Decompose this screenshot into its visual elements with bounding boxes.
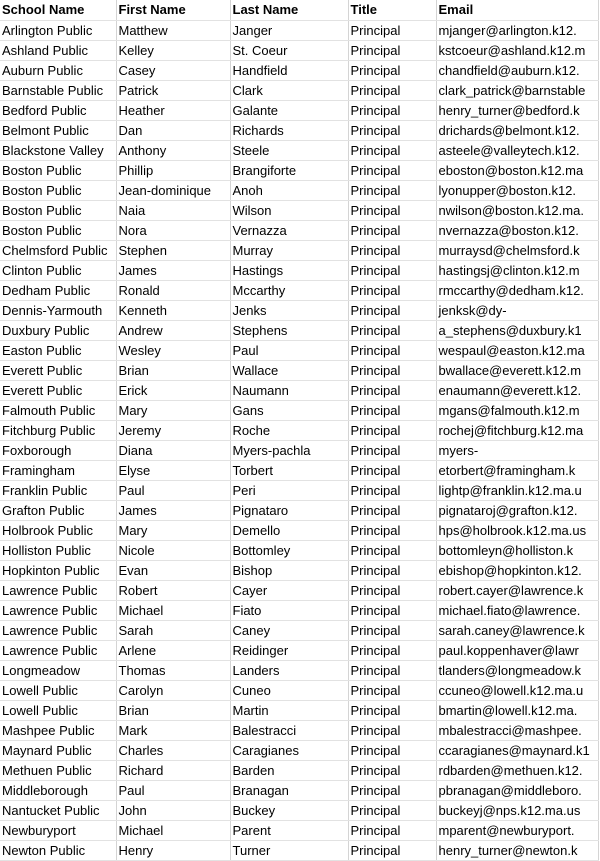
- table-row: [0, 281, 598, 301]
- school-name-cell[interactable]: Blackstone Valley: [0, 141, 116, 161]
- email-cell[interactable]: drichards@belmont.k12.: [436, 121, 598, 141]
- first-name-cell[interactable]: Elyse: [116, 461, 230, 481]
- first-name-cell[interactable]: Naia: [116, 201, 230, 221]
- first-name-cell[interactable]: Kenneth: [116, 301, 230, 321]
- table-row: [0, 61, 598, 81]
- email-cell[interactable]: hastingsj@clinton.k12.m: [436, 261, 598, 281]
- title-cell[interactable]: Principal: [348, 581, 436, 601]
- table-row: [0, 661, 598, 681]
- table-row: [0, 461, 598, 481]
- last-name-cell[interactable]: Fiato: [230, 601, 348, 621]
- first-name-cell[interactable]: Michael: [116, 821, 230, 841]
- table-row: [0, 501, 598, 521]
- email-cell[interactable]: lightp@franklin.k12.ma.u: [436, 481, 598, 501]
- school-name-cell[interactable]: Holliston Public: [0, 541, 116, 561]
- table-row: [0, 241, 598, 261]
- school-name-cell[interactable]: Boston Public: [0, 161, 116, 181]
- table-row: [0, 421, 598, 441]
- first-name-cell[interactable]: Richard: [116, 761, 230, 781]
- email-cell[interactable]: henry_turner@newton.k: [436, 841, 598, 861]
- first-name-cell[interactable]: Kelley: [116, 41, 230, 61]
- email-cell[interactable]: lyonupper@boston.k12.: [436, 181, 598, 201]
- school-name-cell[interactable]: Maynard Public: [0, 741, 116, 761]
- email-cell[interactable]: kstcoeur@ashland.k12.m: [436, 41, 598, 61]
- header-first-name[interactable]: First Name: [116, 0, 230, 21]
- table-row: [0, 521, 598, 541]
- last-name-cell[interactable]: Myers-pachla: [230, 441, 348, 461]
- school-name-cell[interactable]: Fitchburg Public: [0, 421, 116, 441]
- school-name-cell[interactable]: Lawrence Public: [0, 601, 116, 621]
- email-cell[interactable]: asteele@valleytech.k12.: [436, 141, 598, 161]
- first-name-cell[interactable]: Erick: [116, 381, 230, 401]
- school-name-cell[interactable]: Lawrence Public: [0, 581, 116, 601]
- title-cell[interactable]: Principal: [348, 801, 436, 821]
- school-name-cell[interactable]: Boston Public: [0, 181, 116, 201]
- first-name-cell[interactable]: Casey: [116, 61, 230, 81]
- first-name-cell[interactable]: Andrew: [116, 321, 230, 341]
- first-name-cell[interactable]: Mary: [116, 401, 230, 421]
- school-name-cell[interactable]: Lowell Public: [0, 701, 116, 721]
- email-cell[interactable]: bottomleyn@holliston.k: [436, 541, 598, 561]
- school-name-cell[interactable]: Bedford Public: [0, 101, 116, 121]
- title-cell[interactable]: Principal: [348, 821, 436, 841]
- header-last-name[interactable]: Last Name: [230, 0, 348, 21]
- last-name-cell[interactable]: Brangiforte: [230, 161, 348, 181]
- last-name-cell[interactable]: Paul: [230, 341, 348, 361]
- school-name-cell[interactable]: Holbrook Public: [0, 521, 116, 541]
- title-cell[interactable]: Principal: [348, 41, 436, 61]
- first-name-cell[interactable]: Nora: [116, 221, 230, 241]
- school-name-cell[interactable]: Arlington Public: [0, 21, 116, 41]
- first-name-cell[interactable]: Henry: [116, 841, 230, 861]
- title-cell[interactable]: Principal: [348, 61, 436, 81]
- title-cell[interactable]: Principal: [348, 321, 436, 341]
- last-name-cell[interactable]: Cayer: [230, 581, 348, 601]
- last-name-cell[interactable]: St. Coeur: [230, 41, 348, 61]
- school-name-cell[interactable]: Duxbury Public: [0, 321, 116, 341]
- last-name-cell[interactable]: Bottomley: [230, 541, 348, 561]
- table-body: [0, 21, 598, 861]
- title-cell[interactable]: Principal: [348, 81, 436, 101]
- title-cell[interactable]: Principal: [348, 741, 436, 761]
- email-cell[interactable]: pbranagan@middleboro.: [436, 781, 598, 801]
- email-cell[interactable]: jenksk@dy-: [436, 301, 598, 321]
- title-cell[interactable]: Principal: [348, 161, 436, 181]
- title-cell[interactable]: Principal: [348, 421, 436, 441]
- last-name-cell[interactable]: Naumann: [230, 381, 348, 401]
- school-name-cell[interactable]: Falmouth Public: [0, 401, 116, 421]
- last-name-cell[interactable]: Demello: [230, 521, 348, 541]
- table-row: [0, 321, 598, 341]
- email-cell[interactable]: ccaragianes@maynard.k1: [436, 741, 598, 761]
- school-name-cell[interactable]: Belmont Public: [0, 121, 116, 141]
- email-cell[interactable]: rochej@fitchburg.k12.ma: [436, 421, 598, 441]
- table-row: [0, 401, 598, 421]
- last-name-cell[interactable]: Wilson: [230, 201, 348, 221]
- school-name-cell[interactable]: Lowell Public: [0, 681, 116, 701]
- first-name-cell[interactable]: John: [116, 801, 230, 821]
- title-cell[interactable]: Principal: [348, 381, 436, 401]
- table-row: [0, 761, 598, 781]
- first-name-cell[interactable]: Diana: [116, 441, 230, 461]
- last-name-cell[interactable]: Murray: [230, 241, 348, 261]
- first-name-cell[interactable]: Heather: [116, 101, 230, 121]
- school-name-cell[interactable]: Barnstable Public: [0, 81, 116, 101]
- first-name-cell[interactable]: Brian: [116, 701, 230, 721]
- school-name-cell[interactable]: Easton Public: [0, 341, 116, 361]
- email-cell[interactable]: robert.cayer@lawrence.k: [436, 581, 598, 601]
- title-cell[interactable]: Principal: [348, 621, 436, 641]
- table-header: [0, 0, 598, 21]
- table-row: [0, 21, 598, 41]
- email-cell[interactable]: enaumann@everett.k12.: [436, 381, 598, 401]
- table-row: [0, 341, 598, 361]
- last-name-cell[interactable]: Caney: [230, 621, 348, 641]
- title-cell[interactable]: Principal: [348, 441, 436, 461]
- table-row: [0, 741, 598, 761]
- last-name-cell[interactable]: Jenks: [230, 301, 348, 321]
- table-row: [0, 181, 598, 201]
- school-name-cell[interactable]: Dedham Public: [0, 281, 116, 301]
- school-name-cell[interactable]: Auburn Public: [0, 61, 116, 81]
- last-name-cell[interactable]: Galante: [230, 101, 348, 121]
- school-name-cell[interactable]: Nantucket Public: [0, 801, 116, 821]
- header-row: [0, 0, 598, 21]
- last-name-cell[interactable]: Vernazza: [230, 221, 348, 241]
- first-name-cell[interactable]: Wesley: [116, 341, 230, 361]
- table-row: [0, 221, 598, 241]
- email-cell[interactable]: paul.koppenhaver@lawr: [436, 641, 598, 661]
- last-name-cell[interactable]: Bishop: [230, 561, 348, 581]
- last-name-cell[interactable]: Branagan: [230, 781, 348, 801]
- last-name-cell[interactable]: Reidinger: [230, 641, 348, 661]
- school-name-cell[interactable]: Grafton Public: [0, 501, 116, 521]
- last-name-cell[interactable]: Hastings: [230, 261, 348, 281]
- email-cell[interactable]: eboston@boston.k12.ma: [436, 161, 598, 181]
- table-row: [0, 581, 598, 601]
- last-name-cell[interactable]: Pignataro: [230, 501, 348, 521]
- school-name-cell[interactable]: Chelmsford Public: [0, 241, 116, 261]
- table-row: [0, 201, 598, 221]
- school-name-cell[interactable]: Newburyport: [0, 821, 116, 841]
- table-row: [0, 601, 598, 621]
- school-name-cell[interactable]: Framingham: [0, 461, 116, 481]
- table-row: [0, 41, 598, 61]
- first-name-cell[interactable]: Carolyn: [116, 681, 230, 701]
- email-cell[interactable]: tlanders@longmeadow.k: [436, 661, 598, 681]
- school-name-cell[interactable]: Boston Public: [0, 221, 116, 241]
- last-name-cell[interactable]: Stephens: [230, 321, 348, 341]
- title-cell[interactable]: Principal: [348, 841, 436, 861]
- email-cell[interactable]: pignataroj@grafton.k12.: [436, 501, 598, 521]
- school-name-cell[interactable]: Middleborough: [0, 781, 116, 801]
- first-name-cell[interactable]: Brian: [116, 361, 230, 381]
- last-name-cell[interactable]: Wallace: [230, 361, 348, 381]
- last-name-cell[interactable]: Caragianes: [230, 741, 348, 761]
- title-cell[interactable]: Principal: [348, 541, 436, 561]
- last-name-cell[interactable]: Mccarthy: [230, 281, 348, 301]
- first-name-cell[interactable]: Evan: [116, 561, 230, 581]
- email-cell[interactable]: buckeyj@nps.k12.ma.us: [436, 801, 598, 821]
- email-cell[interactable]: mjanger@arlington.k12.: [436, 21, 598, 41]
- table-row: [0, 121, 598, 141]
- email-cell[interactable]: myers-: [436, 441, 598, 461]
- email-cell[interactable]: mgans@falmouth.k12.m: [436, 401, 598, 421]
- first-name-cell[interactable]: James: [116, 501, 230, 521]
- last-name-cell[interactable]: Parent: [230, 821, 348, 841]
- first-name-cell[interactable]: Charles: [116, 741, 230, 761]
- table-row: [0, 681, 598, 701]
- last-name-cell[interactable]: Torbert: [230, 461, 348, 481]
- first-name-cell[interactable]: Arlene: [116, 641, 230, 661]
- title-cell[interactable]: Principal: [348, 341, 436, 361]
- table-row: [0, 361, 598, 381]
- table-row: [0, 261, 598, 281]
- first-name-cell[interactable]: Mark: [116, 721, 230, 741]
- email-cell[interactable]: henry_turner@bedford.k: [436, 101, 598, 121]
- title-cell[interactable]: Principal: [348, 781, 436, 801]
- first-name-cell[interactable]: Patrick: [116, 81, 230, 101]
- email-cell[interactable]: sarah.caney@lawrence.k: [436, 621, 598, 641]
- table-row: [0, 81, 598, 101]
- email-cell[interactable]: rmccarthy@dedham.k12.: [436, 281, 598, 301]
- title-cell[interactable]: Principal: [348, 761, 436, 781]
- email-cell[interactable]: rdbarden@methuen.k12.: [436, 761, 598, 781]
- title-cell[interactable]: Principal: [348, 21, 436, 41]
- first-name-cell[interactable]: Paul: [116, 481, 230, 501]
- last-name-cell[interactable]: Peri: [230, 481, 348, 501]
- school-name-cell[interactable]: Franklin Public: [0, 481, 116, 501]
- table-row: [0, 821, 598, 841]
- title-cell[interactable]: Principal: [348, 141, 436, 161]
- last-name-cell[interactable]: Steele: [230, 141, 348, 161]
- title-cell[interactable]: Principal: [348, 681, 436, 701]
- last-name-cell[interactable]: Roche: [230, 421, 348, 441]
- title-cell[interactable]: Principal: [348, 601, 436, 621]
- title-cell[interactable]: Principal: [348, 661, 436, 681]
- email-cell[interactable]: wespaul@easton.k12.ma: [436, 341, 598, 361]
- email-cell[interactable]: bwallace@everett.k12.m: [436, 361, 598, 381]
- school-name-cell[interactable]: Mashpee Public: [0, 721, 116, 741]
- email-cell[interactable]: ebishop@hopkinton.k12.: [436, 561, 598, 581]
- last-name-cell[interactable]: Anoh: [230, 181, 348, 201]
- title-cell[interactable]: Principal: [348, 461, 436, 481]
- table-row: [0, 561, 598, 581]
- table-row: [0, 141, 598, 161]
- title-cell[interactable]: Principal: [348, 121, 436, 141]
- last-name-cell[interactable]: Martin: [230, 701, 348, 721]
- table-row: [0, 701, 598, 721]
- email-cell[interactable]: nvernazza@boston.k12.: [436, 221, 598, 241]
- title-cell[interactable]: Principal: [348, 561, 436, 581]
- title-cell[interactable]: Principal: [348, 481, 436, 501]
- table-row: [0, 481, 598, 501]
- table-row: [0, 441, 598, 461]
- last-name-cell[interactable]: Balestracci: [230, 721, 348, 741]
- title-cell[interactable]: Principal: [348, 261, 436, 281]
- title-cell[interactable]: Principal: [348, 281, 436, 301]
- first-name-cell[interactable]: Ronald: [116, 281, 230, 301]
- last-name-cell[interactable]: Richards: [230, 121, 348, 141]
- title-cell[interactable]: Principal: [348, 301, 436, 321]
- title-cell[interactable]: Principal: [348, 221, 436, 241]
- last-name-cell[interactable]: Janger: [230, 21, 348, 41]
- title-cell[interactable]: Principal: [348, 641, 436, 661]
- table-row: [0, 101, 598, 121]
- last-name-cell[interactable]: Turner: [230, 841, 348, 861]
- header-title[interactable]: Title: [348, 0, 436, 21]
- table-row: [0, 381, 598, 401]
- email-cell[interactable]: hps@holbrook.k12.ma.us: [436, 521, 598, 541]
- table-row: [0, 781, 598, 801]
- last-name-cell[interactable]: Barden: [230, 761, 348, 781]
- email-cell[interactable]: clark_patrick@barnstable: [436, 81, 598, 101]
- title-cell[interactable]: Principal: [348, 501, 436, 521]
- school-name-cell[interactable]: Ashland Public: [0, 41, 116, 61]
- title-cell[interactable]: Principal: [348, 181, 436, 201]
- table-row: [0, 721, 598, 741]
- first-name-cell[interactable]: Phillip: [116, 161, 230, 181]
- title-cell[interactable]: Principal: [348, 521, 436, 541]
- table-row: [0, 301, 598, 321]
- table-row: [0, 541, 598, 561]
- title-cell[interactable]: Principal: [348, 701, 436, 721]
- school-name-cell[interactable]: Lawrence Public: [0, 621, 116, 641]
- first-name-cell[interactable]: Nicole: [116, 541, 230, 561]
- school-name-cell[interactable]: Everett Public: [0, 361, 116, 381]
- title-cell[interactable]: Principal: [348, 361, 436, 381]
- email-cell[interactable]: bmartin@lowell.k12.ma.: [436, 701, 598, 721]
- email-cell[interactable]: mparent@newburyport.: [436, 821, 598, 841]
- first-name-cell[interactable]: Robert: [116, 581, 230, 601]
- first-name-cell[interactable]: Dan: [116, 121, 230, 141]
- table-row: [0, 641, 598, 661]
- first-name-cell[interactable]: Sarah: [116, 621, 230, 641]
- last-name-cell[interactable]: Clark: [230, 81, 348, 101]
- first-name-cell[interactable]: Matthew: [116, 21, 230, 41]
- last-name-cell[interactable]: Handfield: [230, 61, 348, 81]
- email-cell[interactable]: mbalestracci@mashpee.: [436, 721, 598, 741]
- email-cell[interactable]: a_stephens@duxbury.k1: [436, 321, 598, 341]
- title-cell[interactable]: Principal: [348, 721, 436, 741]
- email-cell[interactable]: ccuneo@lowell.k12.ma.u: [436, 681, 598, 701]
- title-cell[interactable]: Principal: [348, 201, 436, 221]
- last-name-cell[interactable]: Gans: [230, 401, 348, 421]
- title-cell[interactable]: Principal: [348, 401, 436, 421]
- table-row: [0, 841, 598, 861]
- school-name-cell[interactable]: Clinton Public: [0, 261, 116, 281]
- school-name-cell[interactable]: Dennis-Yarmouth: [0, 301, 116, 321]
- table-row: [0, 801, 598, 821]
- first-name-cell[interactable]: Thomas: [116, 661, 230, 681]
- last-name-cell[interactable]: Landers: [230, 661, 348, 681]
- first-name-cell[interactable]: Anthony: [116, 141, 230, 161]
- school-name-cell[interactable]: Hopkinton Public: [0, 561, 116, 581]
- school-name-cell[interactable]: Everett Public: [0, 381, 116, 401]
- last-name-cell[interactable]: Cuneo: [230, 681, 348, 701]
- school-name-cell[interactable]: Longmeadow: [0, 661, 116, 681]
- email-cell[interactable]: chandfield@auburn.k12.: [436, 61, 598, 81]
- title-cell[interactable]: Principal: [348, 241, 436, 261]
- email-cell[interactable]: nwilson@boston.k12.ma.: [436, 201, 598, 221]
- school-name-cell[interactable]: Methuen Public: [0, 761, 116, 781]
- first-name-cell[interactable]: James: [116, 261, 230, 281]
- last-name-cell[interactable]: Buckey: [230, 801, 348, 821]
- school-name-cell[interactable]: Boston Public: [0, 201, 116, 221]
- header-email[interactable]: Email: [436, 0, 598, 21]
- school-name-cell[interactable]: Newton Public: [0, 841, 116, 861]
- email-cell[interactable]: murraysd@chelmsford.k: [436, 241, 598, 261]
- first-name-cell[interactable]: Stephen: [116, 241, 230, 261]
- first-name-cell[interactable]: Paul: [116, 781, 230, 801]
- school-name-cell[interactable]: Lawrence Public: [0, 641, 116, 661]
- email-cell[interactable]: michael.fiato@lawrence.: [436, 601, 598, 621]
- table-row: [0, 161, 598, 181]
- first-name-cell[interactable]: Mary: [116, 521, 230, 541]
- first-name-cell[interactable]: Jean-dominique: [116, 181, 230, 201]
- school-name-cell[interactable]: Foxborough: [0, 441, 116, 461]
- first-name-cell[interactable]: Michael: [116, 601, 230, 621]
- email-cell[interactable]: etorbert@framingham.k: [436, 461, 598, 481]
- header-school-name[interactable]: School Name: [0, 0, 116, 21]
- title-cell[interactable]: Principal: [348, 101, 436, 121]
- table-row: [0, 621, 598, 641]
- first-name-cell[interactable]: Jeremy: [116, 421, 230, 441]
